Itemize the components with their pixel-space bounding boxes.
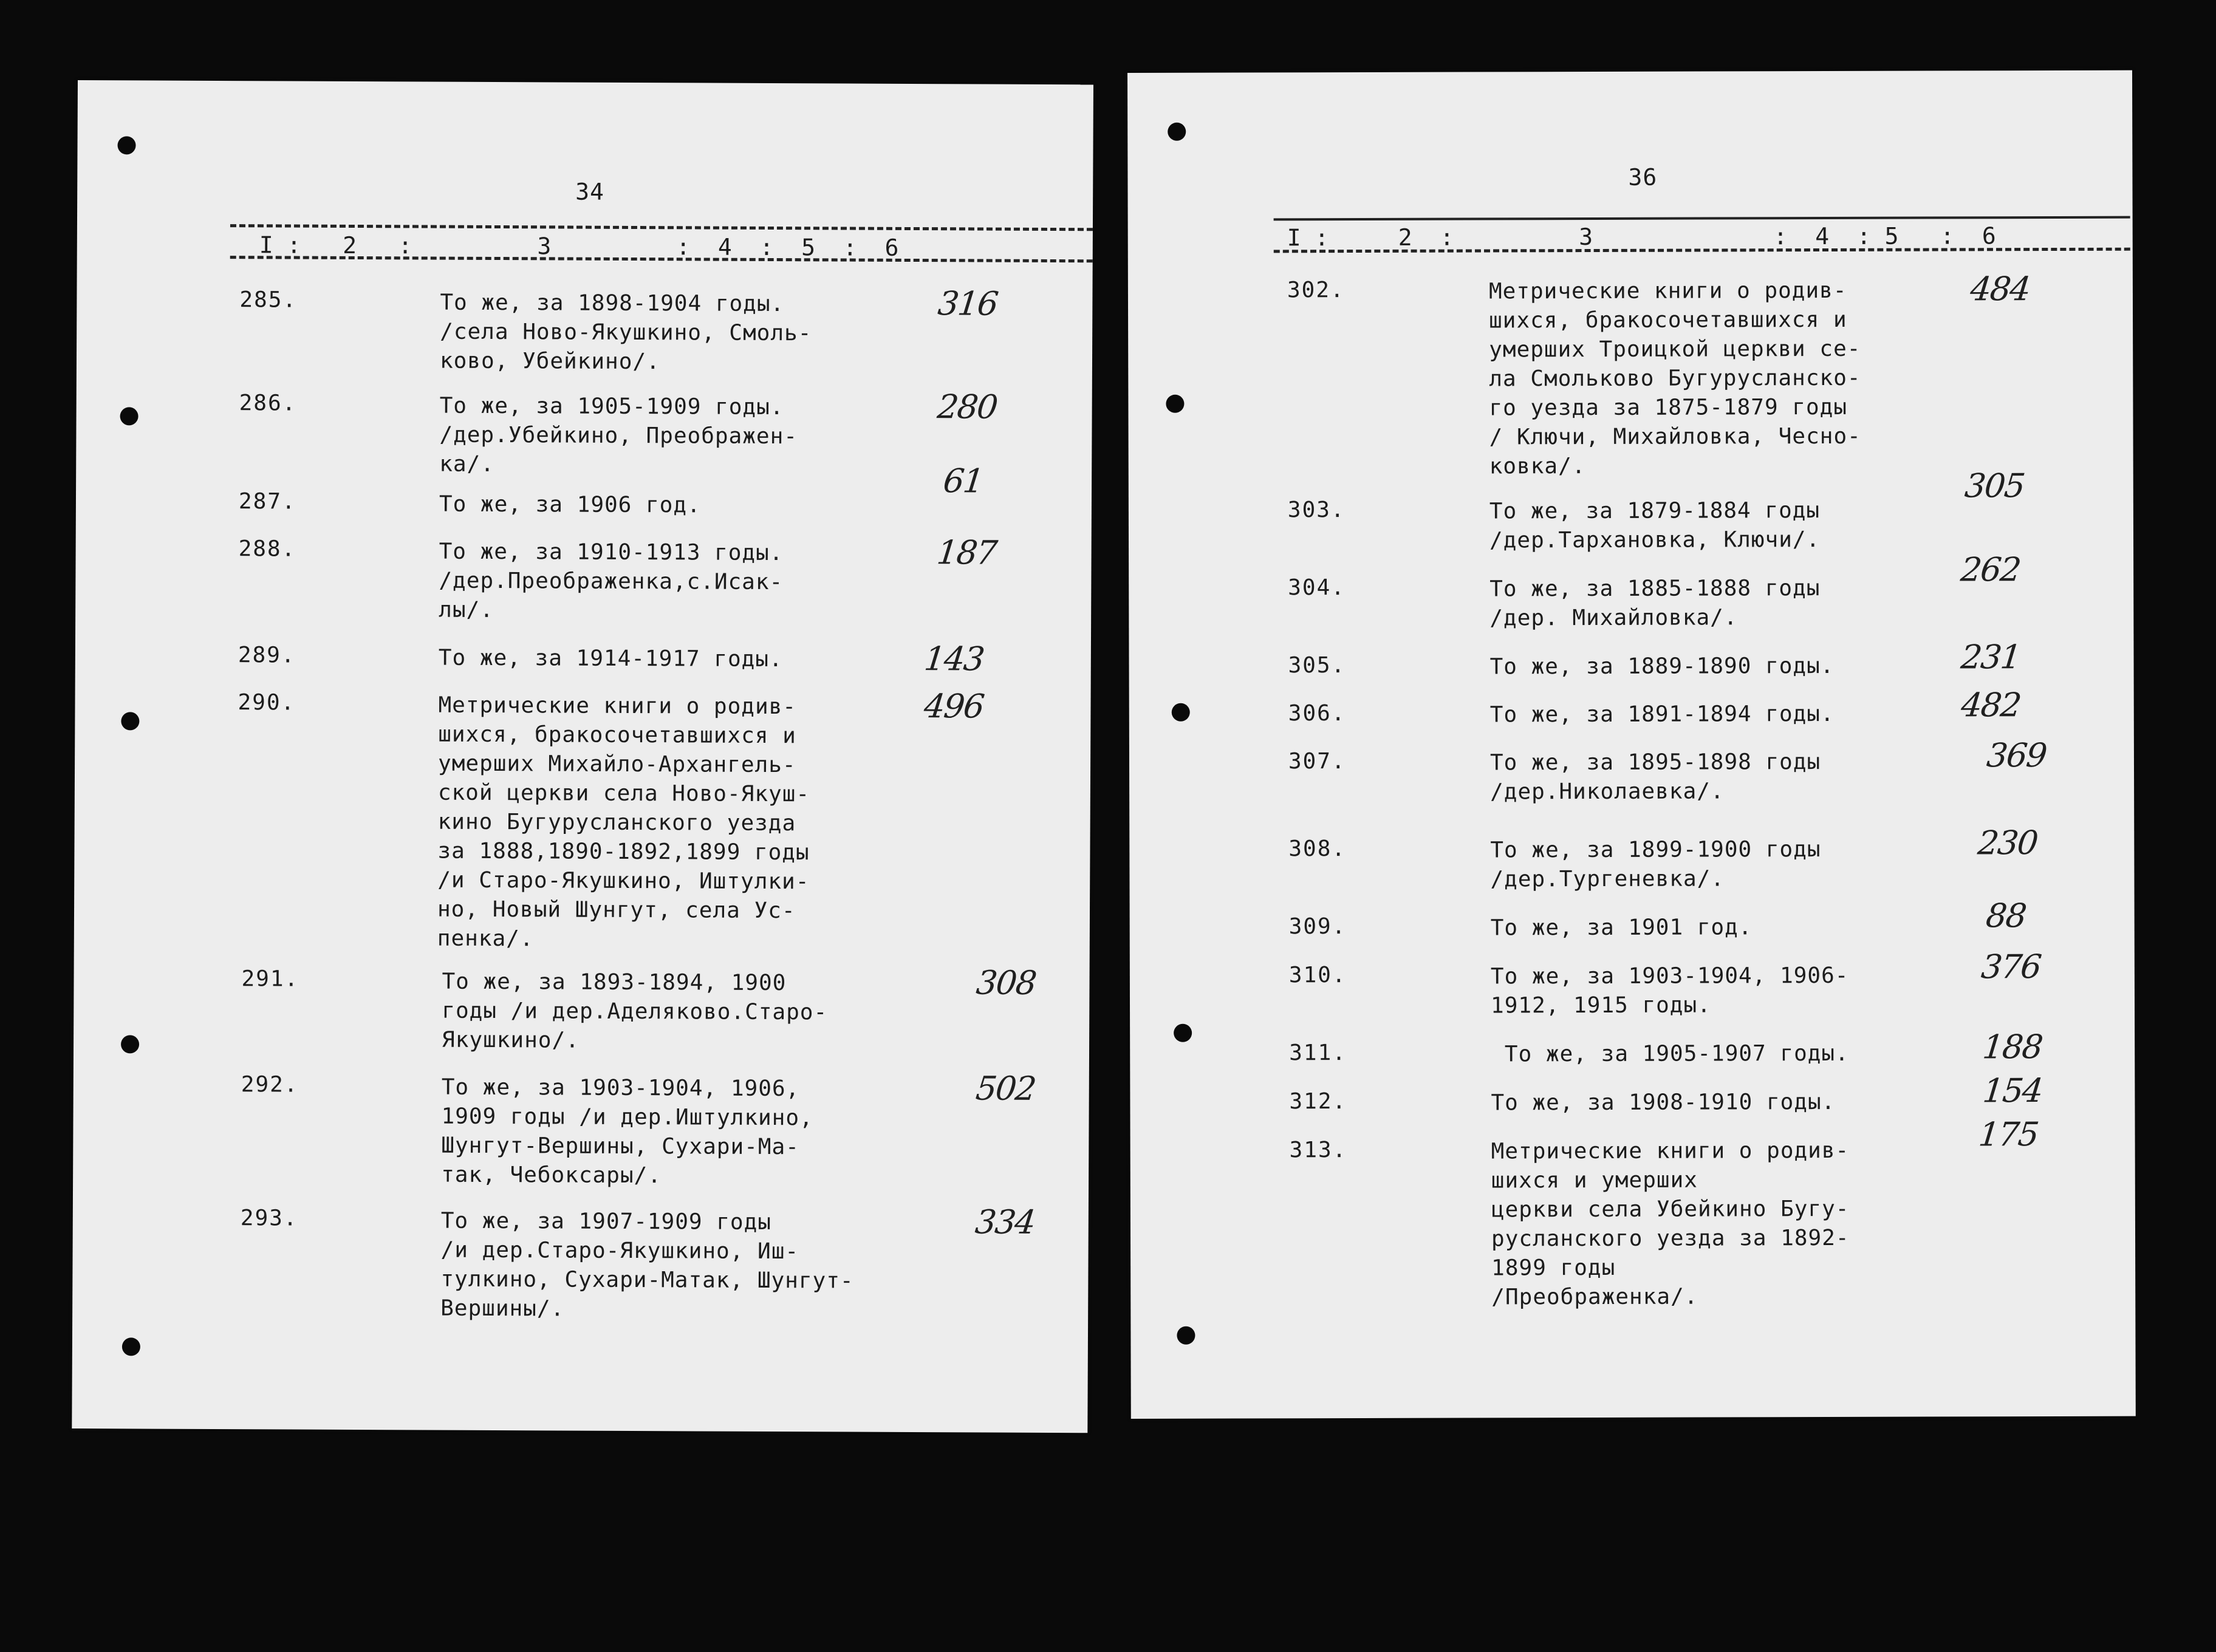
column-header: 5	[1884, 222, 1899, 250]
column-header: I	[1287, 224, 1301, 251]
column-header: :	[843, 234, 857, 261]
entry-description: То же, за 1901 год.	[1490, 915, 1753, 941]
header-rule-top	[1274, 216, 2130, 221]
entry-number: 311.	[1289, 1040, 1347, 1066]
handwritten-count: 308	[974, 963, 1038, 1002]
handwritten-count: 484	[1968, 270, 2032, 309]
entry-number: 289.	[238, 643, 296, 668]
column-header: 6	[1982, 222, 1996, 250]
handwritten-count: 230	[1976, 824, 2039, 862]
entry-number: 285.	[239, 287, 298, 313]
entry-number: 304.	[1288, 575, 1346, 601]
entry-number: 313.	[1289, 1138, 1347, 1163]
column-header: 3	[1579, 223, 1593, 251]
handwritten-count: 188	[1980, 1028, 2044, 1067]
handwritten-count: 262	[1958, 550, 2022, 589]
punch-hole	[122, 1337, 140, 1356]
handwritten-count: 496	[922, 687, 986, 726]
column-header: 6	[884, 234, 899, 261]
punch-hole	[1166, 395, 1184, 413]
column-header-row	[1287, 222, 1996, 251]
column-header: :	[759, 233, 774, 261]
column-header: :	[676, 233, 691, 261]
entry-description: То же, за 1898-1904 годы. /села Ново-Якушкино, Смоль- ково, Убейкино/.	[439, 290, 812, 375]
handwritten-count: 334	[973, 1203, 1037, 1241]
page-number: 36	[1628, 163, 1658, 191]
handwritten-count: 143	[922, 640, 986, 678]
entry-number: 291.	[241, 966, 299, 992]
handwritten-count: 316	[935, 284, 999, 323]
column-header: 2	[1398, 224, 1412, 251]
archive-page-right	[1127, 70, 2136, 1419]
entry-description: Метрические книги о родив- шихся и умерших церкви села Убейкино Бугу- русланского уезда за 1892- 1899 годы /Преображенка/.	[1491, 1138, 1850, 1310]
punch-hole	[120, 407, 138, 425]
handwritten-count: 376	[1979, 947, 2043, 986]
entry-description: То же, за 1895-1898 годы /дер.Николаевка/.	[1489, 749, 1821, 805]
page-number: 34	[575, 178, 605, 205]
punch-hole	[121, 712, 139, 730]
handwritten-count: 502	[974, 1069, 1038, 1108]
entry-number: 305.	[1288, 653, 1346, 678]
entry-number: 303.	[1287, 497, 1346, 523]
handwritten-count: 154	[1981, 1071, 2044, 1110]
entry-description: То же, за 1903-1904, 1906, 1909 годы /и дер.Иштулкино, Шунгут-Вершины, Сухари-Ма- так, Чебоксары/.	[441, 1074, 813, 1189]
handwritten-count: 175	[1977, 1115, 2040, 1154]
entry-number: 287.	[238, 489, 296, 514]
column-header: :	[1856, 222, 1871, 250]
handwritten-count: 305	[1963, 466, 2026, 505]
entry-description: То же, за 1889-1890 годы.	[1489, 653, 1835, 680]
handwritten-count: 187	[935, 533, 999, 572]
handwritten-count: 88	[1984, 896, 2028, 935]
entry-number: 307.	[1288, 749, 1346, 774]
entry-number: 308.	[1288, 836, 1347, 862]
entry-description: То же, за 1908-1910 годы.	[1491, 1089, 1836, 1116]
entry-number: 310.	[1288, 963, 1347, 988]
entry-number: 302.	[1287, 278, 1345, 303]
entry-number: 306.	[1288, 701, 1346, 726]
column-header: :	[1773, 223, 1788, 250]
entry-description: То же, за 1905-1909 годы. /дер.Убейкино, Преображен- ка/.	[439, 393, 798, 477]
punch-hole	[117, 136, 135, 154]
entry-description: То же, за 1893-1894, 1900 годы /и дер.Аделяково.Старо- Якушкино/.	[442, 969, 828, 1053]
column-header: 5	[801, 234, 816, 261]
entry-number: 312.	[1289, 1089, 1347, 1114]
handwritten-count: 231	[1959, 638, 2022, 677]
column-header: :	[1440, 224, 1454, 251]
column-header: 2	[343, 231, 357, 259]
column-header: 4	[1815, 222, 1830, 250]
entry-description: То же, за 1914-1917 годы.	[438, 645, 783, 672]
entry-number: 290.	[238, 690, 296, 715]
punch-hole	[1174, 1024, 1192, 1042]
header-rule-top	[230, 224, 1093, 231]
entry-description: Метрические книги о родив- шихся, бракосочетавшихся и умерших Михайло-Архангель- ской церкви села Ново-Якуш- кино Бугурусланского уезда за 1888,1890-1892,1899 годы /и Старо-Якушкино, Иштулки- но, Новый Шунгут, села Ус- пенка/.	[437, 692, 810, 952]
entry-description: То же, за 1899-1900 годы /дер.Тургеневка/.	[1490, 837, 1821, 892]
handwritten-count: 369	[1985, 736, 2048, 775]
entry-description: То же, за 1879-1884 годы /дер.Тархановка, Ключи/.	[1489, 498, 1821, 553]
column-header: :	[1315, 224, 1329, 251]
punch-hole	[1177, 1326, 1195, 1345]
entry-number: 286.	[239, 391, 297, 416]
handwritten-count: 280	[935, 387, 999, 426]
column-header: 3	[537, 233, 552, 260]
handwritten-count: 482	[1959, 686, 2023, 725]
column-header: 4	[717, 233, 732, 261]
archive-page-left	[72, 80, 1093, 1433]
entry-number: 288.	[238, 536, 296, 562]
column-header: :	[398, 232, 412, 259]
column-header: :	[1940, 222, 1955, 250]
entry-description: То же, за 1906 год.	[439, 491, 701, 518]
column-header: I	[259, 231, 273, 259]
entry-description: То же, за 1903-1904, 1906- 1912, 1915 годы.	[1490, 963, 1849, 1019]
punch-hole	[1168, 123, 1186, 141]
entry-description: То же, за 1905-1907 годы.	[1491, 1040, 1849, 1067]
entry-description: То же, за 1907-1909 годы /и дер.Старо-Якушкино, Иш- тулкино, Сухари-Матак, Шунгут- Вершины/.	[440, 1208, 854, 1322]
entry-number: 293.	[240, 1206, 298, 1231]
entry-description: То же, за 1891-1894 годы.	[1489, 701, 1835, 728]
entry-description: То же, за 1910-1913 годы. /дер.Преображенка,с.Исак- лы/.	[439, 539, 784, 623]
entry-description: Метрические книги о родив- шихся, бракосочетавшихся и умерших Троицкой церкви се- ла Смольково Бугурусланско- го уезда за 1875-1879 годы / Ключи, Михайловка, Чесно- ковка/.	[1488, 278, 1861, 479]
entry-number: 309.	[1288, 914, 1347, 940]
entry-number: 292.	[241, 1072, 299, 1097]
punch-hole	[1172, 703, 1190, 722]
handwritten-count: 61	[941, 462, 985, 500]
punch-hole	[121, 1035, 139, 1053]
column-header: :	[287, 231, 301, 259]
entry-description: То же, за 1885-1888 годы /дер. Михайловка/.	[1489, 576, 1821, 631]
